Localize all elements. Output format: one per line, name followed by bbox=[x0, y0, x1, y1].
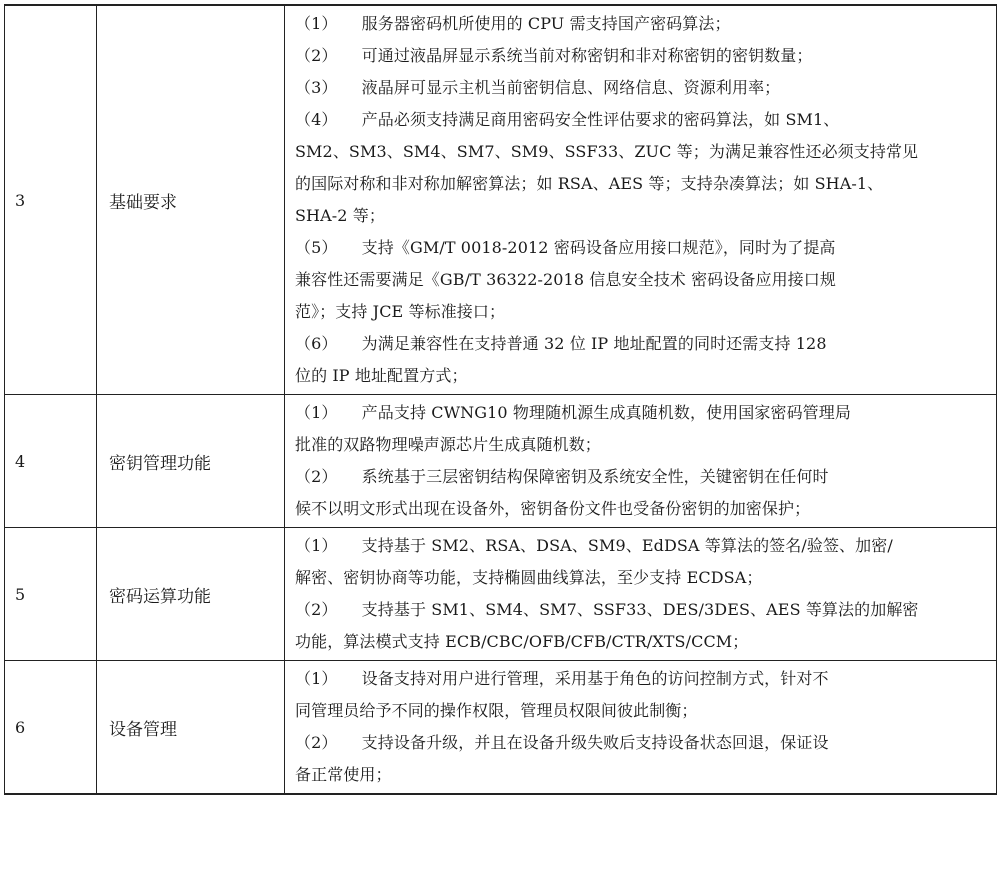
detail-line: 备正常使用； bbox=[295, 765, 392, 784]
detail-line: （4） 产品必须支持满足商用密码安全性评估要求的密码算法，如 SM1、 bbox=[295, 110, 840, 129]
row-number: 3 bbox=[5, 5, 97, 395]
row-category: 密钥管理功能 bbox=[97, 395, 285, 528]
detail-line: （2） 支持设备升级，并且在设备升级失败后支持设备状态回退，保证设 bbox=[295, 733, 829, 752]
detail-line: （1） 支持基于 SM2、RSA、DSA、SM9、EdDSA 等算法的签名/验签、加密/ bbox=[295, 536, 893, 555]
row-category: 设备管理 bbox=[97, 661, 285, 795]
detail-line: 范》；支持 JCE 等标准接口； bbox=[295, 302, 506, 321]
row-category: 密码运算功能 bbox=[97, 528, 285, 661]
row-details bbox=[285, 528, 997, 661]
detail-line: （1） 设备支持对用户进行管理，采用基于角色的访问控制方式，针对不 bbox=[295, 669, 829, 688]
row-number: 5 bbox=[5, 528, 97, 661]
detail-line: 同管理员给予不同的操作权限，管理员权限间彼此制衡； bbox=[295, 701, 698, 720]
detail-line: 的国际对称和非对称加解密算法；如 RSA、AES 等；支持杂凑算法；如 SHA-1、 bbox=[295, 174, 884, 193]
requirements-table bbox=[4, 4, 997, 795]
detail-line: （3） 液晶屏可显示主机当前密钥信息、网络信息、资源利用率； bbox=[295, 78, 781, 97]
detail-line: SM2、SM3、SM4、SM7、SM9、SSF33、ZUC 等；为满足兼容性还必须支持常见 bbox=[295, 142, 919, 161]
row-details bbox=[285, 5, 997, 395]
detail-line: （6） 为满足兼容性在支持普通 32 位 IP 地址配置的同时还需支持 128 bbox=[295, 334, 827, 353]
row-number: 4 bbox=[5, 395, 97, 528]
detail-line: （1） 产品支持 CWNG10 物理随机源生成真随机数，使用国家密码管理局 bbox=[295, 403, 851, 422]
detail-line: 兼容性还需要满足《GB/T 36322-2018 信息安全技术 密码设备应用接口规 bbox=[295, 270, 836, 289]
table-row bbox=[5, 395, 997, 528]
table-row bbox=[5, 528, 997, 661]
row-number: 6 bbox=[5, 661, 97, 795]
detail-line: 位的 IP 地址配置方式； bbox=[295, 366, 468, 385]
table-row bbox=[5, 661, 997, 795]
table-row bbox=[5, 5, 997, 395]
detail-line: 批准的双路物理噪声源芯片生成真随机数； bbox=[295, 435, 601, 454]
row-category: 基础要求 bbox=[97, 5, 285, 395]
detail-line: SHA-2 等； bbox=[295, 206, 385, 225]
detail-line: 候不以明文形式出现在设备外，密钥备份文件也受备份密钥的加密保护； bbox=[295, 499, 811, 518]
detail-line: （1） 服务器密码机所使用的 CPU 需支持国产密码算法； bbox=[295, 14, 731, 33]
detail-line: （5） 支持《GM/T 0018-2012 密码设备应用接口规范》，同时为了提高 bbox=[295, 238, 836, 257]
detail-line: 解密、密钥协商等功能，支持椭圆曲线算法，至少支持 ECDSA； bbox=[295, 568, 763, 587]
detail-line: 功能，算法模式支持 ECB/CBC/OFB/CFB/CTR/XTS/CCM； bbox=[295, 632, 749, 651]
detail-line: （2） 支持基于 SM1、SM4、SM7、SSF33、DES/3DES、AES 等算法的加解密 bbox=[295, 600, 919, 619]
row-details bbox=[285, 661, 997, 795]
detail-line: （2） 系统基于三层密钥结构保障密钥及系统安全性，关键密钥在任何时 bbox=[295, 467, 829, 486]
detail-line: （2） 可通过液晶屏显示系统当前对称密钥和非对称密钥的密钥数量； bbox=[295, 46, 813, 65]
row-details bbox=[285, 395, 997, 528]
